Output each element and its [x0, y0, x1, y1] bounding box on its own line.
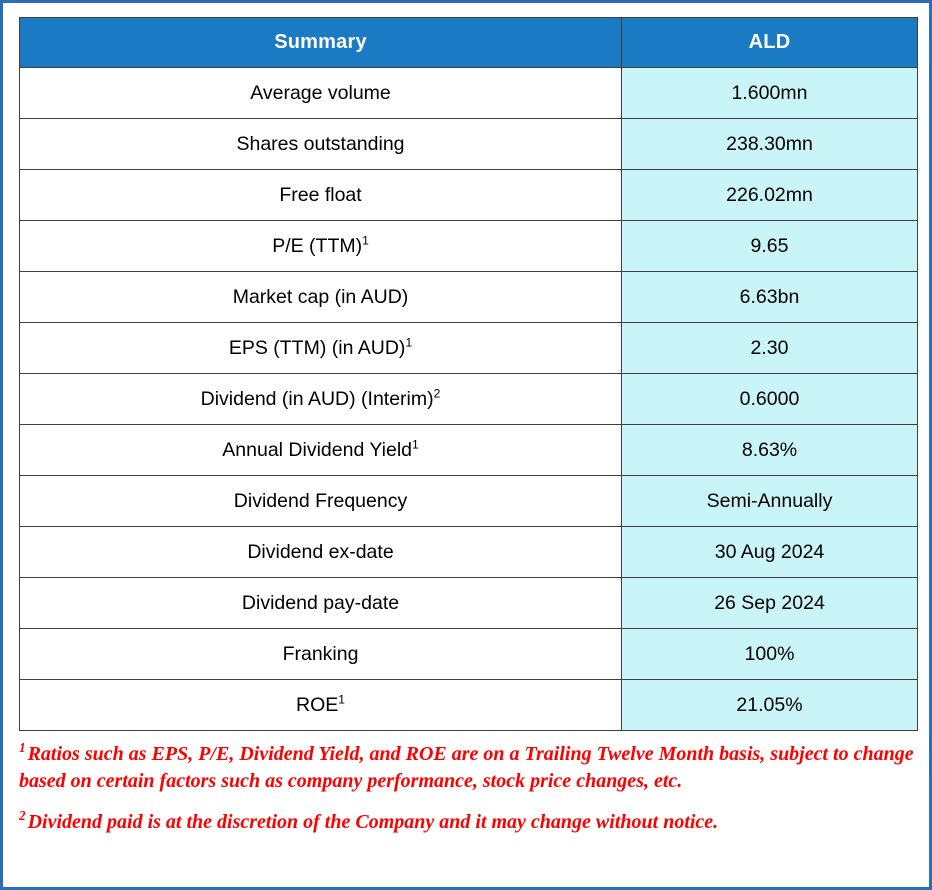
row-label-text: Annual Dividend Yield [222, 438, 412, 461]
row-label-superscript: 1 [362, 233, 369, 247]
summary-table [19, 17, 918, 731]
row-value: 26 Sep 2024 [622, 578, 918, 629]
row-label [20, 221, 622, 272]
row-label-text: Free float [279, 183, 362, 206]
row-label [20, 425, 622, 476]
table-header-row [20, 18, 918, 68]
row-label [20, 170, 622, 221]
row-label-text: Franking [282, 642, 359, 665]
row-label [20, 578, 622, 629]
table-row [20, 680, 918, 731]
table-body [20, 68, 918, 731]
row-value: Semi-Annually [622, 476, 918, 527]
row-value: 21.05% [622, 680, 918, 731]
table-row [20, 527, 918, 578]
table-row [20, 221, 918, 272]
row-value: 30 Aug 2024 [622, 527, 918, 578]
table-row [20, 170, 918, 221]
row-label [20, 476, 622, 527]
row-value: 2.30 [622, 323, 918, 374]
column-header-ald: ALD [622, 18, 918, 68]
row-label [20, 323, 622, 374]
row-value: 226.02mn [622, 170, 918, 221]
footnote-1-text: Ratios such as EPS, P/E, Dividend Yield, and ROE are on a Trailing Twelve Month basis, subject to change based on certain factors such as company performance, stock price changes, etc. [19, 743, 914, 792]
row-value: 6.63bn [622, 272, 918, 323]
table-row [20, 629, 918, 680]
row-label-text: Dividend ex-date [247, 540, 394, 563]
row-label [20, 527, 622, 578]
footnote-1-marker: 1 [19, 740, 26, 756]
row-label-text: Dividend (in AUD) (Interim) [200, 387, 434, 410]
footnote-2-text: Dividend paid is at the discretion of the Company and it may change without notice. [27, 810, 719, 833]
row-label-text: Market cap (in AUD) [232, 285, 409, 308]
row-label-superscript: 1 [405, 335, 413, 349]
table-row [20, 476, 918, 527]
row-value: 238.30mn [622, 119, 918, 170]
footnote-1 [19, 741, 917, 795]
row-value: 100% [622, 629, 918, 680]
row-value: 8.63% [622, 425, 918, 476]
row-value: 0.6000 [622, 374, 918, 425]
row-label-superscript: 1 [338, 692, 345, 706]
row-label-text: EPS (TTM) (in AUD) [228, 336, 406, 359]
table-row [20, 119, 918, 170]
row-label-text: ROE [296, 693, 339, 716]
row-label-text: P/E (TTM) [272, 234, 363, 257]
row-label-superscript: 2 [433, 386, 441, 400]
table-row [20, 425, 918, 476]
row-value: 1.600mn [622, 68, 918, 119]
row-label-text: Shares outstanding [236, 132, 405, 155]
table-row [20, 578, 918, 629]
row-label [20, 272, 622, 323]
row-label [20, 119, 622, 170]
table-header [20, 18, 918, 68]
row-label-text: Dividend Frequency [233, 489, 408, 512]
row-label-superscript: 1 [412, 437, 419, 451]
card-inner [3, 3, 929, 887]
row-value: 9.65 [622, 221, 918, 272]
table-row [20, 323, 918, 374]
row-label-text: Average volume [250, 81, 391, 104]
row-label [20, 629, 622, 680]
table-row [20, 68, 918, 119]
column-header-summary: Summary [20, 18, 622, 68]
footnote-2 [19, 809, 917, 836]
table-row [20, 272, 918, 323]
row-label-text: Dividend pay-date [241, 591, 400, 614]
footnotes [19, 741, 917, 835]
row-label [20, 680, 622, 731]
footnote-2-marker: 2 [19, 807, 26, 823]
table-row [20, 374, 918, 425]
row-label [20, 68, 622, 119]
row-label [20, 374, 622, 425]
